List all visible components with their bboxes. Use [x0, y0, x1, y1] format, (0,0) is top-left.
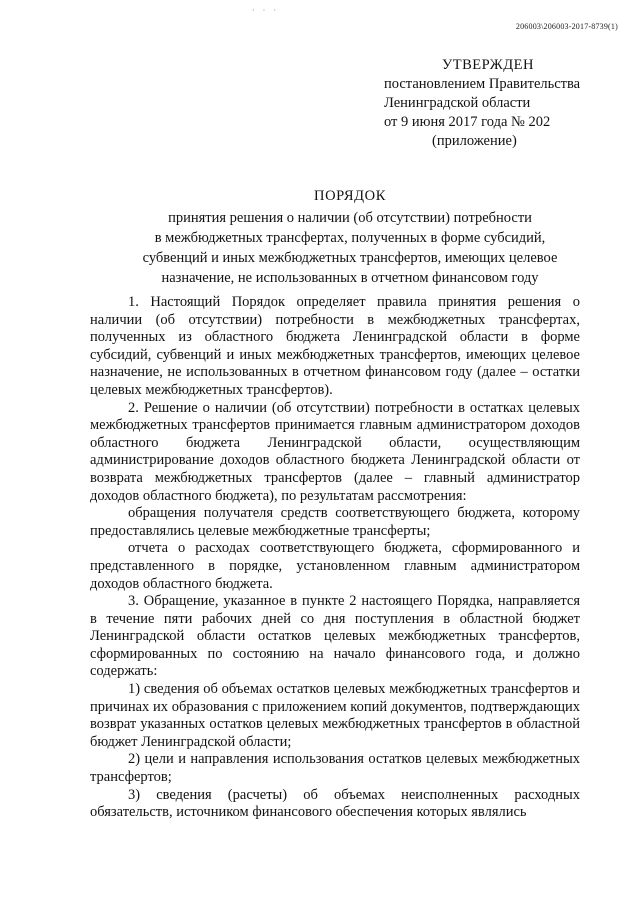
approval-stamp: [372, 56, 602, 151]
paragraph: обращения получателя средств соответствующего бюджета, которому предоставлялись целевые межбюджетные трансферты;: [90, 505, 580, 539]
title-line: в межбюджетных трансфертах, полученных в форме субсидий,: [154, 230, 546, 246]
approval-line: постановлением Правительства: [384, 76, 581, 92]
title-heading: ПОРЯДОК: [314, 188, 386, 204]
approval-date: от 9 июня 2017 года № 202: [384, 114, 551, 130]
paragraph: 3. Обращение, указанное в пункте 2 настоящего Порядка, направляется в течение пяти рабочих дней со дня поступления в областной бюджет Ленинградской области остатков целевых межбюджетных трансфертов, сформированных по состоянию на начало финансового года, и должно содержать:: [90, 593, 580, 680]
document-title: [90, 186, 610, 288]
title-line: субвенций и иных межбюджетных трансфертов, имеющих целевое: [142, 250, 558, 266]
scan-artifact: · · ·: [252, 6, 279, 15]
paragraph: 1. Настоящий Порядок определяет правила принятия решения о наличии (об отсутствии) потребности в межбюджетных трансфертах, полученных из областного бюджета Ленинградской области в форме субсидий, субвенций и иных межбюджетных трансфертов, имеющих целевое назначение, не использованных в отчетном финансовом году (далее – остатки целевых межбюджетных трансфертов).: [90, 294, 580, 398]
paragraph: 1) сведения об объемах остатков целевых межбюджетных трансфертов и причинах их образования с приложением копий документов, подтверждающих возврат указанных остатков целевых межбюджетных трансфертов в областной бюджет Ленинградской области;: [90, 681, 580, 750]
paragraph: 2. Решение о наличии (об отсутствии) потребности в остатках целевых межбюджетных трансфертов принимается главным администратором доходов областного бюджета Ленинградской области, осуществляющим администрирование доходов областного бюджета Ленинградской области от возврата межбюджетных трансфертов (далее – главный администратор доходов областного бюджета), по результатам рассмотрения:: [90, 399, 580, 504]
approval-heading: УТВЕРЖДЕН: [442, 57, 534, 73]
document-id: 206003\206003-2017-8739(1): [515, 22, 618, 31]
approval-line: Ленинградской области: [384, 95, 531, 111]
document-body: [90, 294, 580, 822]
title-line: назначение, не использованных в отчетном финансовом году: [161, 270, 539, 286]
paragraph: отчета о расходах соответствующего бюджета, сформированного и представленного в порядке, установленном главным администратором доходов областного бюджета.: [90, 540, 580, 592]
title-line: принятия решения о наличии (об отсутствии) потребности: [168, 210, 532, 226]
approval-note: (приложение): [432, 133, 517, 149]
paragraph: 2) цели и направления использования остатков целевых межбюджетных трансфертов;: [90, 751, 580, 786]
paragraph: 3) сведения (расчеты) об объемах неисполненных расходных обязательств, источником финансового обеспечения которых являлись: [90, 786, 580, 821]
